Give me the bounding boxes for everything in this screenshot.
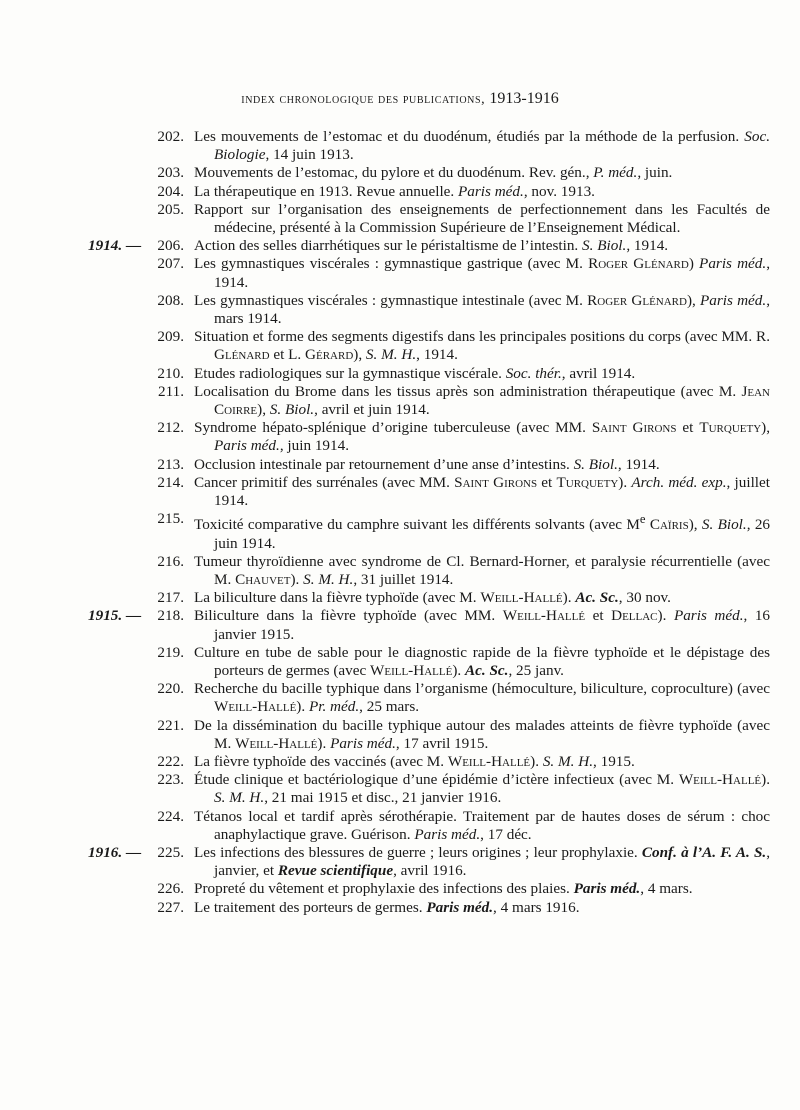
entry-number: 202.: [157, 128, 184, 145]
entry-number: 210.: [157, 364, 184, 382]
entry-number: 213.: [157, 455, 184, 473]
entry-text: Les gymnastiques viscérales : gymnastique intestinale (avec M. Roger Glénard), Paris méd., mars 1914.: [194, 291, 770, 328]
publication-entry: [0, 510, 800, 552]
entry-text: Action des selles diarrhétiques sur le péristaltisme de l’intestin. S. Biol., 1914.: [194, 237, 669, 255]
entry-text: Cancer primitif des surrénales (avec MM. Saint Girons et Turquety). Arch. méd. exp., juillet 1914.: [194, 473, 770, 510]
publication-entry: [0, 680, 800, 716]
entry-text: Les mouvements de l’estomac et du duodénum, étudiés par la méthode de la perfusion. Soc. Biologie, 14 juin 1913.: [194, 128, 770, 164]
entry-number: 218.: [157, 607, 184, 625]
entry-text: La fièvre typhoïde des vaccinés (avec M. Weill-Hallé). S. M. H., 1915.: [194, 752, 635, 770]
entry-text: Tumeur thyroïdienne avec syndrome de Cl. Bernard-Horner, et paralysie récurrentielle (avec M. Chauvet). S. M. H., 31 juillet 1914.: [194, 552, 770, 588]
entry-number: 209.: [157, 328, 184, 346]
entry-number: 214.: [157, 473, 184, 491]
entry-number: 207.: [157, 255, 184, 273]
running-header: [0, 90, 800, 108]
publication-entry: [0, 844, 800, 880]
entry-text: Rapport sur l’organisation des enseignements de perfectionnement dans les Facultés de médecine, présenté à la Commission Supérieure de l’Enseignement Médical.: [194, 200, 770, 237]
publication-entry: [0, 383, 800, 419]
entry-text: Culture en tube de sable pour le diagnostic rapide de la fièvre typhoïde et le dépistage des porteurs de germes (avec Weill-Hallé). Ac. Sc., 25 janv.: [194, 643, 770, 679]
publication-entry: [0, 607, 800, 643]
publication-entry: [0, 292, 800, 328]
year-marker: 1916. —: [88, 843, 142, 861]
entry-text: Mouvements de l’estomac, du pylore et du duodénum. Rev. gén., P. méd., juin.: [194, 164, 673, 182]
publication-entry: [0, 880, 800, 898]
publication-entry: [0, 419, 800, 455]
entry-number: 206.: [157, 237, 184, 255]
publication-entry: [0, 328, 800, 364]
publication-entry: [0, 753, 800, 771]
entry-text: Tétanos local et tardif après sérothérapie. Traitement par de hautes doses de sérum : choc anaphylactique grave. Guérison. Paris méd., 17 déc.: [194, 807, 770, 843]
entry-text: Recherche du bacille typhique dans l’organisme (hémoculture, biliculture, coproculture) (avec Weill-Hallé). Pr. méd., 25 mars.: [194, 680, 770, 716]
entry-text: La thérapeutique en 1913. Revue annuelle. Paris méd., nov. 1913.: [194, 182, 595, 200]
entry-number: 227.: [157, 898, 184, 916]
publication-entry: [0, 771, 800, 807]
publication-entry: [0, 808, 800, 844]
publication-entry: [0, 456, 800, 474]
entry-text: Etudes radiologiques sur la gymnastique viscérale. Soc. thér., avril 1914.: [194, 364, 636, 382]
entry-number: 219.: [157, 643, 184, 661]
entry-text: Le traitement des porteurs de germes. Paris méd., 4 mars 1916.: [194, 898, 580, 916]
publication-entry: [0, 201, 800, 237]
entry-text: Les gymnastiques viscérales : gymnastique gastrique (avec M. Roger Glénard) Paris méd., 1914.: [194, 255, 770, 291]
entry-text: Situation et forme des segments digestifs dans les principales positions du corps (avec MM. R. Glénard et L. Gérard), S. M. H., 1914.: [194, 328, 770, 364]
entry-number: 204.: [157, 182, 184, 200]
entry-text: Syndrome hépato-splénique d’origine tuberculeuse (avec MM. Saint Girons et Turquety), Paris méd., juin 1914.: [194, 419, 770, 455]
entry-text: Occlusion intestinale par retournement d’une anse d’intestins. S. Biol., 1914.: [194, 455, 660, 473]
entry-number: 224.: [157, 807, 184, 825]
entry-number: 222.: [157, 752, 184, 770]
entry-number: 212.: [157, 419, 184, 437]
entry-text: Étude clinique et bactériologique d’une épidémie d’ictère infectieux (avec M. Weill-Hallé). S. M. H., 21 mai 1915 et disc., 21 janvier 1916.: [194, 771, 770, 807]
publication-entry: [0, 128, 800, 164]
publication-entry: [0, 589, 800, 607]
entry-number: 217.: [157, 589, 184, 607]
publication-entry: [0, 183, 800, 201]
entry-number: 208.: [157, 291, 184, 309]
entry-number: 211.: [157, 382, 184, 400]
entry-number: 203.: [157, 164, 184, 182]
entry-number: 223.: [157, 771, 184, 789]
header-title: index chronologique des publications,: [241, 92, 486, 107]
publication-entry: [0, 237, 800, 255]
publication-entry: [0, 365, 800, 383]
entry-text: Biliculture dans la fièvre typhoïde (avec MM. Weill-Hallé et Dellac). Paris méd., 16 janvier 1915.: [194, 607, 771, 643]
entry-number: 225.: [157, 843, 184, 861]
year-marker: 1914. —: [88, 237, 142, 255]
entry-number: 226.: [157, 880, 184, 898]
entry-number: 215.: [157, 510, 184, 528]
publication-entry: [0, 644, 800, 680]
entry-text: Les infections des blessures de guerre ; leurs origines ; leur prophylaxie. Conf. à l’A. F. A. S., janvier, et Revue scientifique, avril 1916.: [194, 843, 770, 880]
publication-entry: [0, 164, 800, 182]
publication-entry: [0, 553, 800, 589]
publication-list: [0, 128, 800, 917]
year-marker: 1915. —: [88, 607, 142, 625]
header-years: 1913-1916: [489, 90, 559, 107]
publication-entry: [0, 255, 800, 291]
entry-number: 221.: [157, 716, 184, 734]
entry-text: De la dissémination du bacille typhique autour des malades atteints de fièvre typhoïde (avec M. Weill-Hallé). Paris méd., 17 avril 1915.: [194, 716, 770, 752]
entry-number: 220.: [157, 680, 184, 698]
publication-entry: [0, 899, 800, 917]
entry-text: Toxicité comparative du camphre suivant les différents solvants (avec Me Caïris), S. Biol., 26 juin 1914.: [194, 512, 771, 552]
entry-number: 205.: [157, 200, 184, 218]
publication-entry: [0, 717, 800, 753]
publication-entry: [0, 474, 800, 510]
entry-text: Localisation du Brome dans les tissus après son administration thérapeutique (avec M. Jean Coirre), S. Biol., avril et juin 1914.: [194, 382, 770, 419]
entry-text: La biliculture dans la fièvre typhoïde (avec M. Weill-Hallé). Ac. Sc., 30 nov.: [194, 589, 671, 607]
entry-number: 216.: [157, 552, 184, 570]
entry-text: Propreté du vêtement et prophylaxie des infections des plaies. Paris méd., 4 mars.: [194, 880, 693, 898]
